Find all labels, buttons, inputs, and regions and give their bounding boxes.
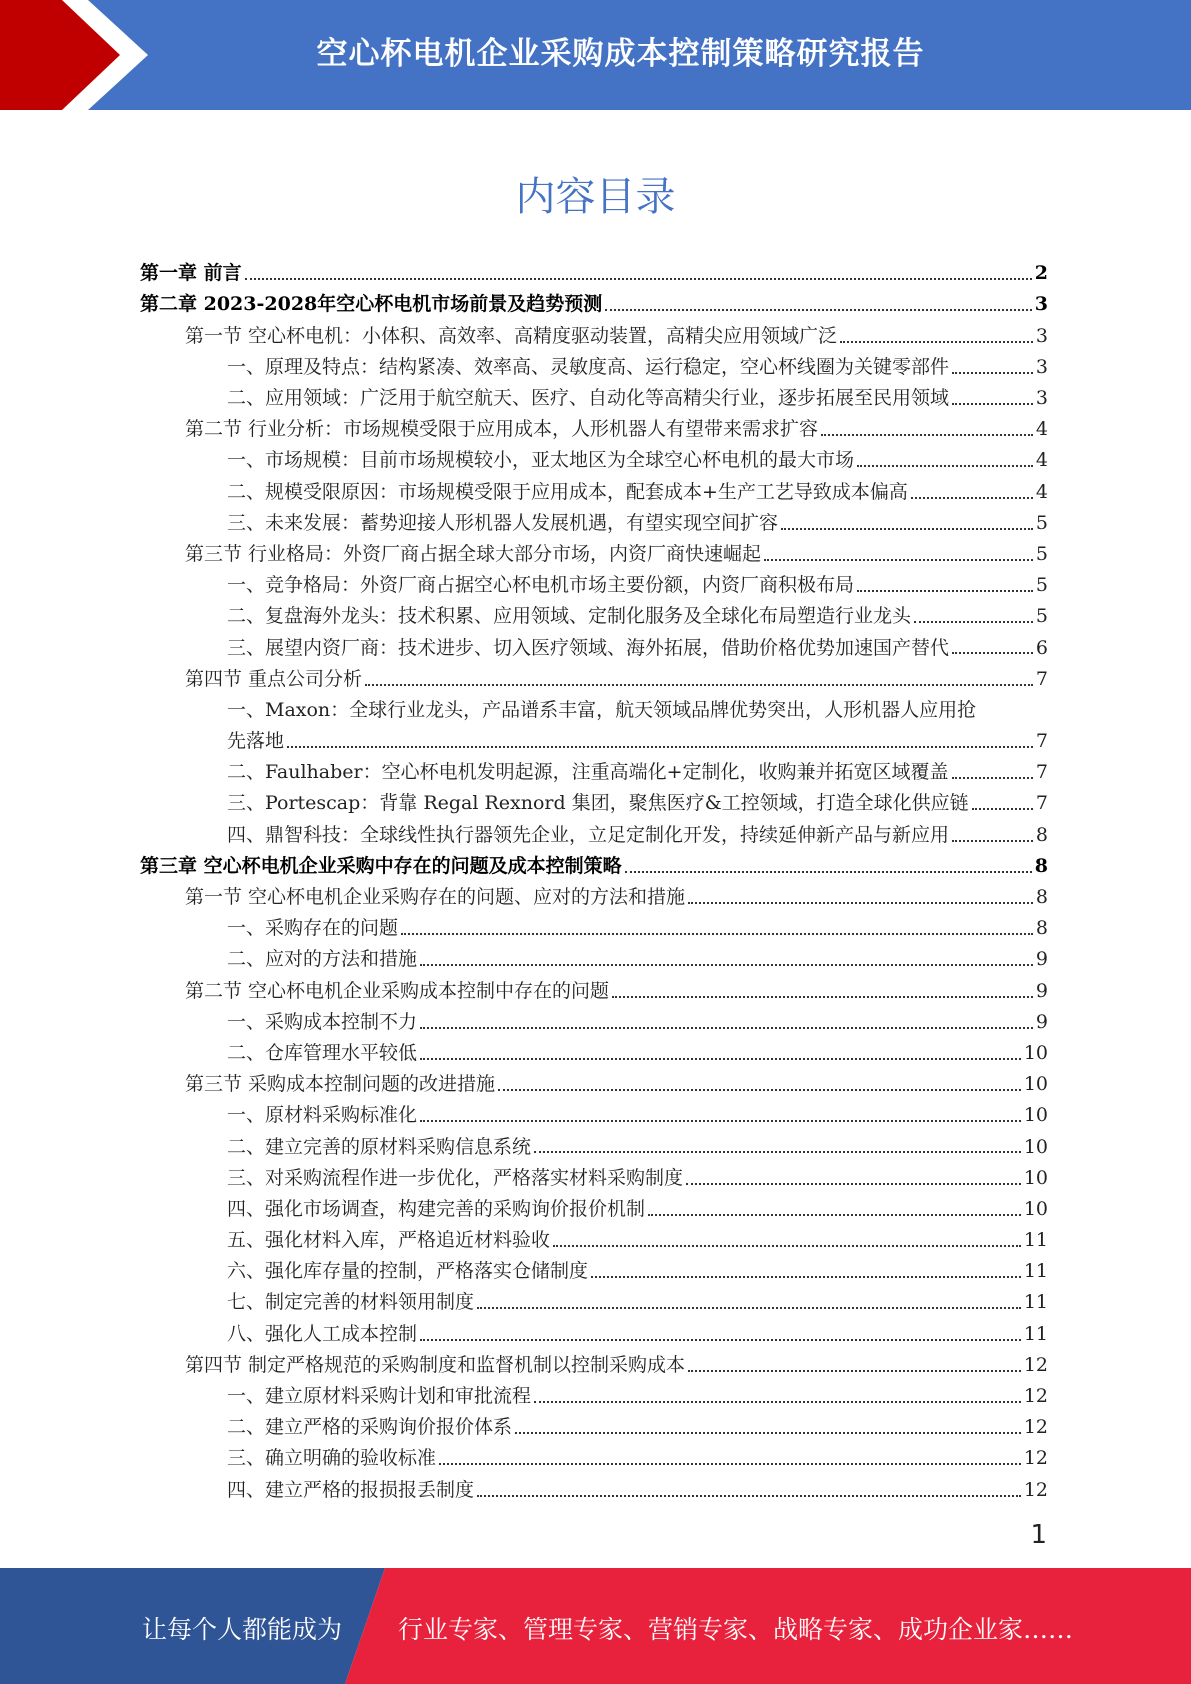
toc-entry-title: 第一节 空心杯电机：小体积、高效率、高精度驱动装置，高精尖应用领域广泛	[185, 324, 838, 347]
toc-entry[interactable]	[140, 1002, 1048, 1033]
toc-entry-title: 一、Maxon：全球行业龙头，产品谱系丰富，航天领域品牌优势突出，人形机器人应用抢	[227, 698, 977, 721]
toc-leader-dots	[553, 1245, 1021, 1247]
toc-entry[interactable]	[140, 627, 1048, 658]
toc-entry-title: 一、采购成本控制不力	[227, 1010, 418, 1033]
toc-leader-dots	[952, 652, 1033, 654]
toc-entry-page: 4	[1035, 480, 1048, 503]
toc-entry[interactable]	[140, 1251, 1048, 1282]
toc-entry-title: 三、未来发展：蓄势迎接人形机器人发展机遇，有望实现空间扩容	[227, 511, 779, 534]
toc-leader-dots	[781, 528, 1033, 530]
toc-entry-title: 一、竞争格局：外资厂商占据空心杯电机市场主要份额，内资厂商积极布局	[227, 574, 855, 597]
toc-leader-dots	[952, 372, 1033, 374]
toc-leader-dots	[420, 1058, 1021, 1060]
toc-entry[interactable]	[140, 1282, 1048, 1313]
toc-leader-dots	[952, 777, 1033, 779]
toc-entry-title: 二、规模受限原因：市场规模受限于应用成本，配套成本+生产工艺导致成本偏高	[227, 480, 908, 503]
toc-leader-dots	[914, 621, 1033, 623]
toc-entry-page: 3	[1035, 387, 1048, 410]
toc-entry[interactable]	[140, 1376, 1048, 1407]
toc-entry-title: 三、展望内资厂商：技术进步、切入医疗领域、海外拓展，借助价格优势加速国产替代	[227, 636, 950, 659]
toc-entry-page: 10	[1023, 1104, 1048, 1127]
toc-entry[interactable]	[140, 347, 1048, 378]
toc-entry[interactable]	[140, 1189, 1048, 1220]
toc-leader-dots	[840, 341, 1033, 343]
toc-entry-page: 11	[1023, 1229, 1048, 1252]
toc-entry-page: 12	[1023, 1385, 1048, 1408]
toc-entry-page: 2	[1034, 262, 1048, 285]
toc-leader-dots	[857, 590, 1033, 592]
toc-entry-page: 4	[1035, 449, 1048, 472]
toc-entry-page: 9	[1035, 1010, 1048, 1033]
toc-leader-dots	[420, 964, 1033, 966]
toc-entry-title: 二、应用领域：广泛用于航空航天、医疗、自动化等高精尖行业，逐步拓展至民用领域	[227, 387, 950, 410]
toc-entry-title: 二、仓库管理水平较低	[227, 1041, 418, 1064]
toc-leader-dots	[857, 465, 1033, 467]
toc-leader-dots	[420, 1027, 1033, 1029]
toc-leader-dots	[534, 1151, 1021, 1153]
toc-entry[interactable]	[140, 1407, 1048, 1438]
toc-entry-page: 11	[1023, 1322, 1048, 1345]
table-of-contents	[140, 253, 1048, 1501]
toc-entry-title: 二、复盘海外龙头：技术积累、应用领域、定制化服务及全球化布局塑造行业龙头	[227, 605, 912, 628]
toc-entry-title: 一、采购存在的问题	[227, 917, 399, 940]
toc-entry-page: 5	[1035, 511, 1048, 534]
toc-leader-dots	[477, 1307, 1021, 1309]
page-footer	[0, 1568, 1191, 1684]
toc-entry[interactable]	[140, 1064, 1048, 1095]
toc-entry[interactable]	[140, 1345, 1048, 1376]
toc-leader-dots	[477, 1495, 1021, 1497]
toc-entry[interactable]	[140, 1033, 1048, 1064]
toc-entry-title: 三、确立明确的验收标准	[227, 1447, 437, 1470]
toc-entry[interactable]	[140, 315, 1048, 346]
toc-entry[interactable]	[140, 440, 1048, 471]
toc-entry[interactable]	[140, 1469, 1048, 1500]
toc-entry-page: 10	[1023, 1041, 1048, 1064]
footer-slogan-right: 行业专家、管理专家、营销专家、战略专家、成功企业家……	[398, 1615, 1074, 1644]
toc-entry-page: 8	[1034, 854, 1048, 877]
toc-entry-page: 5	[1035, 574, 1048, 597]
toc-leader-dots	[764, 559, 1033, 561]
toc-entry-title: 第三节 行业格局：外资厂商占据全球大部分市场，内资厂商快速崛起	[185, 542, 762, 565]
toc-entry-title: 一、原材料采购标准化	[227, 1104, 418, 1127]
toc-entry-title: 第四节 重点公司分析	[185, 667, 363, 690]
toc-entry[interactable]	[140, 846, 1048, 877]
toc-entry[interactable]	[140, 939, 1048, 970]
toc-entry[interactable]	[140, 1095, 1048, 1126]
toc-entry-page: 3	[1035, 355, 1048, 378]
toc-entry-title: 一、建立原材料采购计划和审批流程	[227, 1385, 532, 1408]
toc-entry-page: 6	[1035, 636, 1048, 659]
toc-entry-title: 第二节 空心杯电机企业采购成本控制中存在的问题	[185, 979, 610, 1002]
toc-leader-dots	[612, 996, 1033, 998]
toc-entry-title: 第二节 行业分析：市场规模受限于应用成本，人形机器人有望带来需求扩容	[185, 418, 819, 441]
toc-entry[interactable]	[140, 721, 1048, 752]
toc-entry-title: 第三节 采购成本控制问题的改进措施	[185, 1073, 496, 1096]
toc-entry-title: 一、市场规模：目前市场规模较小，亚太地区为全球空心杯电机的最大市场	[227, 449, 855, 472]
toc-heading: 内容目录	[515, 174, 676, 220]
toc-entry-page: 7	[1035, 761, 1048, 784]
toc-leader-dots	[534, 1401, 1021, 1403]
toc-entry-page: 12	[1023, 1416, 1048, 1439]
toc-entry-page: 8	[1035, 823, 1048, 846]
toc-leader-dots	[439, 1463, 1021, 1465]
toc-entry-page: 10	[1023, 1073, 1048, 1096]
toc-entry[interactable]	[140, 690, 1048, 721]
toc-entry[interactable]	[140, 1438, 1048, 1469]
toc-entry[interactable]	[140, 877, 1048, 908]
toc-entry[interactable]	[140, 596, 1048, 627]
toc-entry[interactable]	[140, 1313, 1048, 1344]
toc-entry-title: 二、应对的方法和措施	[227, 948, 418, 971]
toc-leader-dots	[952, 840, 1033, 842]
toc-entry-title: 三、Portescap：背靠 Regal Rexnord 集团，聚焦医疗&工控领域，打造全球化供应链	[227, 792, 969, 815]
toc-entry[interactable]	[140, 970, 1048, 1001]
toc-entry-page: 8	[1035, 886, 1048, 909]
toc-entry-title: 三、对采购流程作进一步优化，严格落实材料采购制度	[227, 1166, 684, 1189]
toc-entry-page: 11	[1023, 1291, 1048, 1314]
header-title: 空心杯电机企业采购成本控制策略研究报告	[316, 36, 925, 72]
toc-entry-title: 八、强化人工成本控制	[227, 1322, 418, 1345]
toc-leader-dots	[952, 403, 1033, 405]
toc-leader-dots	[515, 1432, 1021, 1434]
toc-entry-page: 7	[1035, 792, 1048, 815]
toc-entry-title: 二、建立完善的原材料采购信息系统	[227, 1135, 532, 1158]
toc-entry[interactable]	[140, 471, 1048, 502]
toc-entry[interactable]	[140, 378, 1048, 409]
toc-entry[interactable]	[140, 1126, 1048, 1157]
toc-entry-title: 六、强化库存量的控制，严格落实仓储制度	[227, 1260, 589, 1283]
toc-entry-page: 10	[1023, 1135, 1048, 1158]
toc-entry-title: 二、建立严格的采购询价报价体系	[227, 1416, 513, 1439]
toc-entry[interactable]	[140, 503, 1048, 534]
toc-leader-dots	[688, 902, 1033, 904]
toc-entry-title: 一、原理及特点：结构紧凑、效率高、灵敏度高、运行稳定，空心杯线圈为关键零部件	[227, 355, 950, 378]
toc-entry-page: 5	[1035, 605, 1048, 628]
page-header	[0, 0, 1191, 110]
toc-leader-dots	[401, 933, 1033, 935]
toc-entry-title: 四、建立严格的报损报丢制度	[227, 1478, 475, 1501]
toc-entry-page: 12	[1023, 1353, 1048, 1376]
toc-entry[interactable]	[140, 1157, 1048, 1188]
toc-entry-page: 12	[1023, 1478, 1048, 1501]
toc-entry-title: 四、强化市场调查，构建完善的采购询价报价机制	[227, 1197, 646, 1220]
toc-entry[interactable]	[140, 284, 1048, 315]
toc-leader-dots	[245, 278, 1032, 280]
toc-leader-dots	[911, 497, 1033, 499]
toc-entry[interactable]	[140, 908, 1048, 939]
toc-leader-dots	[591, 1276, 1021, 1278]
toc-leader-dots	[648, 1214, 1021, 1216]
toc-entry-title: 二、Faulhaber：空心杯电机发明起源，注重高端化+定制化，收购兼并拓宽区域覆盖	[227, 761, 949, 784]
toc-entry-page: 7	[1035, 730, 1048, 753]
toc-entry-page: 9	[1035, 979, 1048, 1002]
toc-entry[interactable]	[140, 814, 1048, 845]
toc-entry-page: 3	[1034, 293, 1048, 316]
toc-entry-page: 11	[1023, 1260, 1048, 1283]
toc-entry-page: 12	[1023, 1447, 1048, 1470]
footer-slogan-left: 让每个人都能成为	[142, 1615, 343, 1644]
toc-entry[interactable]	[140, 1220, 1048, 1251]
toc-entry-title: 先落地	[227, 730, 285, 753]
toc-entry-page: 4	[1035, 418, 1048, 441]
toc-entry-title: 五、强化材料入库，严格追近材料验收	[227, 1229, 551, 1252]
toc-entry[interactable]	[140, 752, 1048, 783]
toc-leader-dots	[972, 808, 1033, 810]
toc-entry-title: 第一章 前言	[140, 262, 242, 285]
toc-entry[interactable]	[140, 409, 1048, 440]
toc-entry-page: 10	[1023, 1166, 1048, 1189]
toc-entry-page: 9	[1035, 948, 1048, 971]
toc-entry[interactable]	[140, 658, 1048, 689]
toc-entry-title: 第三章 空心杯电机企业采购中存在的问题及成本控制策略	[140, 854, 622, 877]
toc-leader-dots	[420, 1339, 1021, 1341]
toc-leader-dots	[688, 1370, 1021, 1372]
toc-entry[interactable]	[140, 783, 1048, 814]
page-number: 1	[1030, 1520, 1047, 1550]
toc-entry[interactable]	[140, 565, 1048, 596]
toc-leader-dots	[287, 746, 1033, 748]
toc-entry[interactable]	[140, 534, 1048, 565]
toc-entry[interactable]	[140, 253, 1048, 284]
toc-leader-dots	[605, 309, 1032, 311]
toc-leader-dots	[686, 1183, 1021, 1185]
toc-entry-title: 七、制定完善的材料领用制度	[227, 1291, 475, 1314]
toc-entry-title: 四、鼎智科技：全球线性执行器领先企业，立足定制化开发，持续延伸新产品与新应用	[227, 823, 950, 846]
toc-entry-page: 8	[1035, 917, 1048, 940]
toc-leader-dots	[420, 1120, 1021, 1122]
toc-entry-page: 5	[1035, 542, 1048, 565]
toc-leader-dots	[365, 684, 1033, 686]
toc-entry-title: 第二章 2023-2028年空心杯电机市场前景及趋势预测	[140, 293, 603, 316]
toc-entry-page: 7	[1035, 667, 1048, 690]
toc-entry-page: 10	[1023, 1197, 1048, 1220]
toc-entry-page: 3	[1035, 324, 1048, 347]
toc-entry-title: 第一节 空心杯电机企业采购存在的问题、应对的方法和措施	[185, 886, 686, 909]
toc-leader-dots	[625, 871, 1032, 873]
toc-leader-dots	[498, 1089, 1021, 1091]
toc-entry-title: 第四节 制定严格规范的采购制度和监督机制以控制采购成本	[185, 1353, 686, 1376]
toc-leader-dots	[821, 434, 1033, 436]
